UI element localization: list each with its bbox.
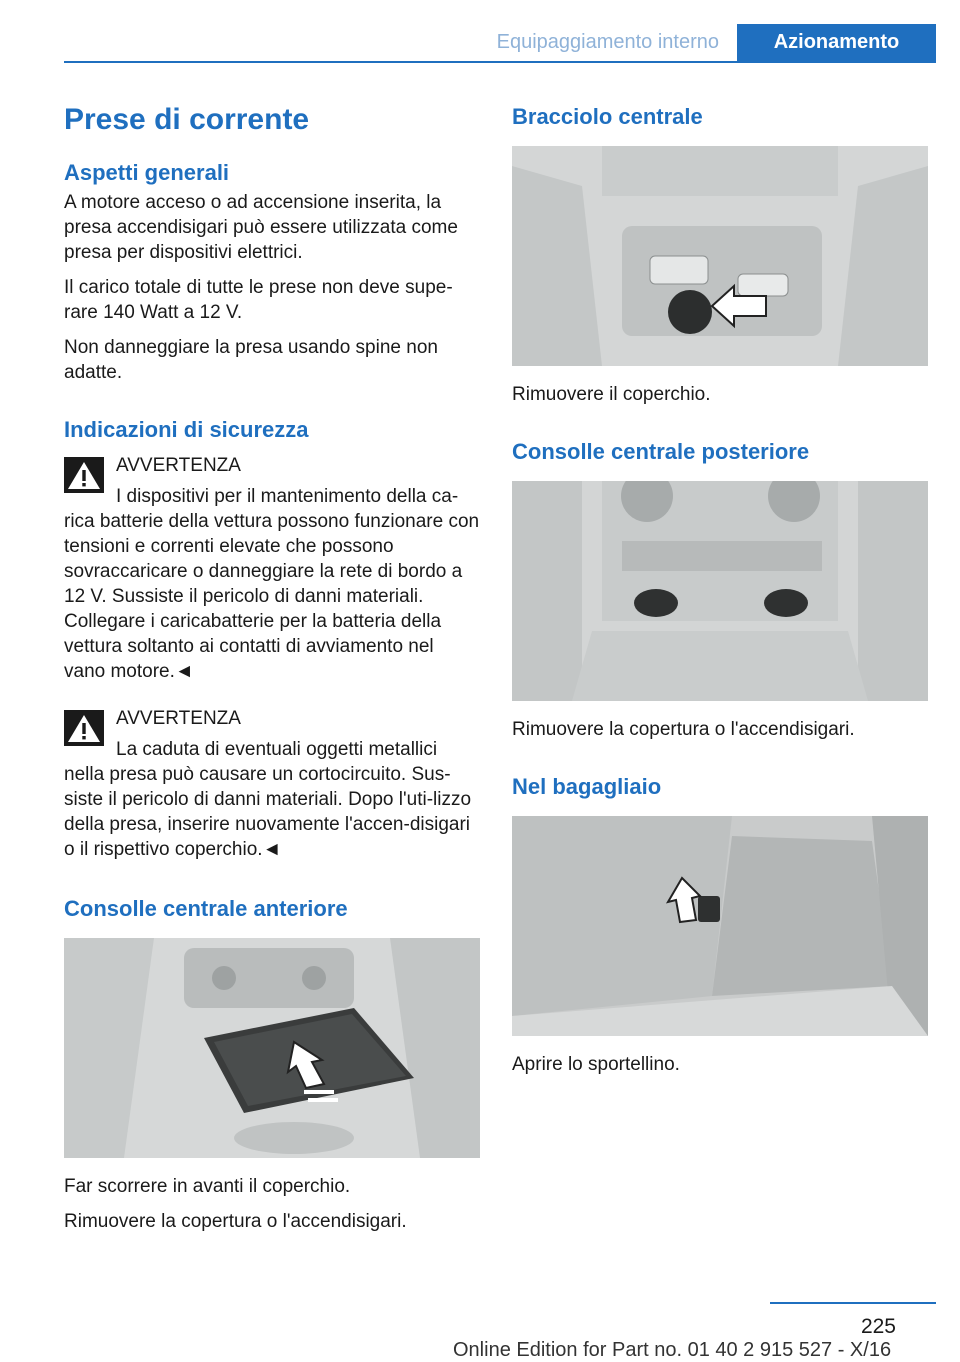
heading-armrest: Bracciolo centrale [512,104,703,129]
armrest-caption: Rimuovere il coperchio. [512,384,711,405]
page-number: 225 [860,1315,896,1338]
header-section: Equipaggiamento interno [496,31,719,53]
heading-general: Aspetti generali [64,160,230,185]
heading-front-console: Consolle centrale anteriore [64,896,348,921]
right-column [512,100,928,1087]
header-chapter: Azionamento [737,24,936,61]
warning-triangle-icon [64,457,104,493]
heading-safety: Indicazioni di sicurezza [64,417,309,442]
page-header [0,24,960,62]
rear-caption: Rimuovere la copertura o l'accendisigari. [512,719,855,740]
general-paragraph-1: A motore acceso o ad accensione inserita, la presa accendisigari può essere utilizzata come presa per dispositivi elettrici. [64,192,458,263]
front-caption-2: Rimuovere la copertura o l'accendisigari. [64,1211,407,1232]
photo-rear-console [512,481,928,701]
warning-block [64,706,480,862]
warning-label: AVVERTENZA [116,455,241,476]
footer-rule [770,1302,936,1304]
left-column [64,100,480,1244]
trunk-caption: Aprire lo sportellino. [512,1054,680,1075]
header-rule [64,61,936,63]
edition-note: Online Edition for Part no. 01 40 2 915 527 - X/16 [453,1339,892,1361]
heading-rear-console: Consolle centrale posteriore [512,439,810,464]
general-paragraph-2: Il carico totale di tutte le prese non deve supe‐rare 140 Watt a 12 V. [64,277,453,323]
warning-triangle-icon [64,710,104,746]
page-title: Prese di corrente [64,103,310,136]
photo-front-console [64,938,480,1158]
warning-label: AVVERTENZA [116,708,241,729]
warning-text: La caduta di eventuali oggetti metallici nella presa può causare un cortocircuito. Sus‐siste il pericolo di danni materiali. Dopo l'uti‐lizzo della presa, inserire nuovamente l'accen‐disigari o il rispettivo coperchio.◄ [64,739,472,860]
photo-armrest [512,146,928,366]
front-caption-1: Far scorrere in avanti il coperchio. [64,1176,351,1197]
photo-trunk [512,816,928,1036]
general-paragraph-3: Non danneggiare la presa usando spine non adatte. [64,337,438,383]
warning-block [64,453,480,684]
heading-trunk: Nel bagagliaio [512,774,662,799]
warning-text: I dispositivi per il mantenimento della ca‐rica batterie della vettura possono funzionare con tensioni e correnti elevate che possono sovraccaricare o danneggiare la rete di bordo a 12 V. Sussiste il pericolo di danni materiali. Collegare i caricabatterie per la batteria della vettura soltanto ai contatti di avviamento nel vano motore.◄ [64,486,480,682]
